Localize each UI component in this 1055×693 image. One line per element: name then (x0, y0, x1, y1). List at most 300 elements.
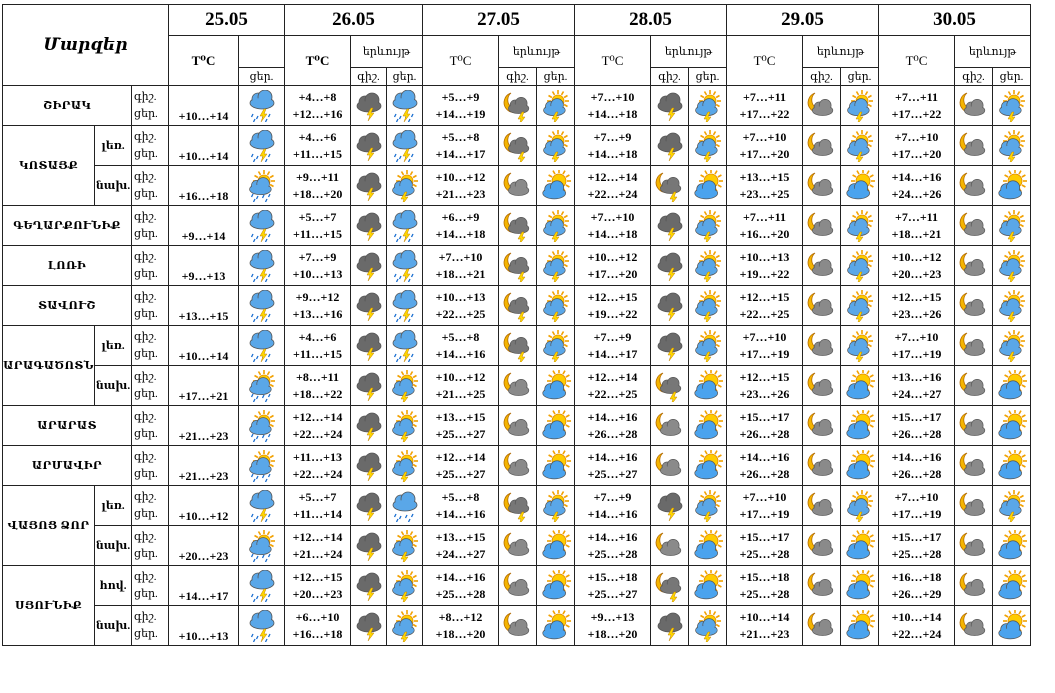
night-temp: +5…+7 (298, 489, 337, 504)
day-weather-cell (537, 566, 575, 606)
sun-cloud-thunder-icon (692, 90, 724, 122)
night-temp: +14…+16 (587, 449, 638, 464)
night-label: գիշ. (134, 290, 157, 303)
period-labels (132, 526, 169, 566)
moon-cloud-icon (958, 530, 990, 562)
night-weather-cell (955, 486, 993, 526)
sun-cloud-icon (996, 570, 1028, 602)
temp-range-cell (285, 566, 351, 606)
day-temp: +19…+22 (739, 266, 790, 281)
day-temp: +17…+19 (739, 346, 790, 361)
day-temp: +25…+27 (587, 586, 638, 601)
night-temp: +12…+15 (739, 369, 790, 384)
night-weather-cell (651, 446, 689, 486)
temp-range-cell (575, 526, 651, 566)
weather-column-header: երևույթ (499, 36, 575, 68)
sun-cloud-thunder-icon (540, 210, 572, 242)
night-weather-cell (955, 166, 993, 206)
temp-range-cell (423, 286, 499, 326)
temp-column-header: T⁰C (879, 36, 955, 86)
weather-column-header: երևույթ (803, 36, 879, 68)
night-temp: +7…+9 (593, 329, 632, 344)
temp-range-cell (423, 566, 499, 606)
night-label: գիշ. (134, 450, 157, 463)
night-temp: +10…+13 (739, 249, 790, 264)
moon-cloud-icon (958, 570, 990, 602)
temp-range-cell (423, 406, 499, 446)
region-name: ԱՐԱՐԱՏ (3, 406, 132, 446)
day-temp: +23…+26 (891, 306, 942, 321)
night-temp: +5…+8 (441, 129, 480, 144)
moon-cloud-icon (806, 530, 838, 562)
night-temp: +15…+18 (739, 569, 790, 584)
cloud-thunder-icon (353, 490, 385, 522)
night-weather-cell (955, 246, 993, 286)
sun-cloud-thunder-icon (996, 330, 1028, 362)
day-temp: +26…+28 (891, 466, 942, 481)
region-name: ԼՈՌԻ (3, 246, 132, 286)
sun-cloud-thunder-icon (996, 90, 1028, 122)
temp-range-cell (423, 166, 499, 206)
day-temp: +23…+25 (739, 186, 790, 201)
night-weather-cell (955, 446, 993, 486)
day-weather-cell (537, 526, 575, 566)
temp-range-cell (575, 206, 651, 246)
subregion-name: լեռ. (95, 126, 132, 166)
region-row (3, 446, 1031, 486)
day-weather-cell (537, 286, 575, 326)
moon-cloud-icon (958, 450, 990, 482)
day-temp: +26…+28 (891, 426, 942, 441)
night-temp: +7…+10 (438, 249, 483, 264)
temp-range-cell (575, 406, 651, 446)
night-temp: +15…+17 (739, 409, 790, 424)
cloud-thunder-icon (353, 130, 385, 162)
night-temp: +15…+18 (587, 569, 638, 584)
temp-range-cell (879, 326, 955, 366)
weather-cell (239, 566, 285, 606)
rain-thunder-icon (246, 250, 278, 282)
day-temp: +14…+17 (587, 346, 638, 361)
sun-cloud-icon (540, 410, 572, 442)
night-temp: +14…+16 (435, 569, 486, 584)
sun-cloud-thunder-icon (692, 610, 724, 642)
cloud-thunder-icon (353, 530, 385, 562)
day-temp: +14…+18 (587, 146, 638, 161)
temp-range-cell (285, 486, 351, 526)
night-temp: +7…+11 (742, 209, 786, 224)
day-temp: +26…+29 (891, 586, 942, 601)
night-temp: +9…+13 (590, 609, 635, 624)
night-temp: +10…+13 (435, 289, 486, 304)
temp-column-header: T⁰C (423, 36, 499, 86)
day-label: ցեր. (134, 627, 158, 640)
day-weather-cell (841, 446, 879, 486)
sun-cloud-thunder-icon (844, 250, 876, 282)
region-name: ՍՅՈՒՆԻՔ (3, 566, 95, 646)
night-temp: +7…+10 (742, 489, 787, 504)
day-temp: +26…+28 (587, 426, 638, 441)
moon-cloud-thunder-icon (654, 170, 686, 202)
moon-cloud-icon (806, 130, 838, 162)
moon-cloud-icon (502, 170, 534, 202)
sun-cloud-icon (996, 410, 1028, 442)
moon-cloud-icon (654, 530, 686, 562)
day-temp: +17…+21 (169, 366, 239, 406)
night-label: գիշ. (134, 570, 157, 583)
night-temp: +12…+14 (292, 409, 343, 424)
day-weather-cell (689, 326, 727, 366)
day-weather-cell (689, 566, 727, 606)
sun-cloud-icon (996, 170, 1028, 202)
night-weather-cell (351, 166, 387, 206)
temp-range-cell (285, 166, 351, 206)
night-temp: +4…+8 (298, 89, 337, 104)
day-temp: +14…+16 (435, 506, 486, 521)
rain-thunder-icon (389, 130, 421, 162)
sun-cloud-icon (540, 370, 572, 402)
region-row (3, 126, 1031, 166)
day-temp: +14…+16 (587, 506, 638, 521)
period-labels (132, 166, 169, 206)
night-weather-cell (651, 126, 689, 166)
temp-range-cell (727, 166, 803, 206)
day-weather-cell (689, 286, 727, 326)
temp-range-cell (879, 566, 955, 606)
night-temp: +13…+15 (435, 409, 486, 424)
moon-cloud-icon (806, 90, 838, 122)
day-weather-cell (689, 446, 727, 486)
day-temp: +14…+18 (435, 226, 486, 241)
night-temp: +5…+7 (298, 209, 337, 224)
day-weather-cell (841, 406, 879, 446)
night-temp: +11…+13 (292, 449, 342, 464)
moon-cloud-icon (806, 290, 838, 322)
sun-cloud-icon (540, 450, 572, 482)
sun-cloud-icon (996, 450, 1028, 482)
night-weather-cell (803, 206, 841, 246)
sun-cloud-rain-icon (246, 530, 278, 562)
weather-cell (239, 526, 285, 566)
day-weather-cell (387, 366, 423, 406)
moon-cloud-icon (502, 610, 534, 642)
day-weather-cell (841, 606, 879, 646)
day-temp: +22…+24 (292, 466, 343, 481)
night-weather-cell (803, 286, 841, 326)
day-temp: +22…+25 (739, 306, 790, 321)
night-temp: +9…+12 (295, 289, 340, 304)
night-label: գիշ. (134, 490, 157, 503)
night-weather-cell (955, 326, 993, 366)
night-weather-cell (955, 566, 993, 606)
day-temp: +21…+23 (169, 446, 239, 486)
night-subheader: գիշ. (499, 68, 537, 86)
day-temp: +10…+14 (169, 86, 239, 126)
night-weather-cell (651, 86, 689, 126)
day-weather-cell (841, 206, 879, 246)
day-temp: +25…+28 (891, 546, 942, 561)
day-label: ցեր. (134, 227, 158, 240)
night-label: գիշ. (134, 90, 157, 103)
night-label: գիշ. (134, 170, 157, 183)
sun-cloud-icon (996, 610, 1028, 642)
subregion-name: նախ. (95, 166, 132, 206)
moon-cloud-icon (806, 490, 838, 522)
night-temp: +10…+12 (587, 249, 638, 264)
day-temp: +17…+20 (587, 266, 638, 281)
night-weather-cell (351, 286, 387, 326)
day-temp: +10…+13 (169, 606, 239, 646)
temp-range-cell (727, 486, 803, 526)
day-temp: +17…+20 (739, 146, 790, 161)
sun-cloud-thunder-icon (844, 490, 876, 522)
sun-cloud-thunder-icon (389, 170, 421, 202)
day-weather-cell (841, 366, 879, 406)
cloud-thunder-icon (654, 130, 686, 162)
day-weather-cell (537, 246, 575, 286)
region-row (3, 406, 1031, 446)
day-weather-cell (993, 86, 1031, 126)
night-weather-cell (351, 606, 387, 646)
day-weather-cell (841, 86, 879, 126)
night-temp: +12…+14 (587, 369, 638, 384)
day-weather-cell (537, 606, 575, 646)
moon-cloud-icon (958, 250, 990, 282)
day-weather-cell (387, 326, 423, 366)
temp-range-cell (879, 206, 955, 246)
night-temp: +7…+9 (298, 249, 337, 264)
temp-range-cell (727, 206, 803, 246)
weather-cell (239, 166, 285, 206)
temp-range-cell (879, 406, 955, 446)
day-subheader: ցեր. (239, 68, 285, 86)
sun-cloud-thunder-icon (844, 210, 876, 242)
sun-cloud-icon (844, 570, 876, 602)
day-temp: +25…+27 (587, 466, 638, 481)
night-weather-cell (351, 406, 387, 446)
day-label: ցեր. (134, 427, 158, 440)
region-row (3, 86, 1031, 126)
day-weather-cell (537, 166, 575, 206)
day-weather-cell (537, 326, 575, 366)
weather-cell (239, 246, 285, 286)
temp-column-header: T⁰C (727, 36, 803, 86)
night-temp: +9…+11 (295, 169, 339, 184)
day-temp: +16…+18 (292, 626, 343, 641)
weather-cell (239, 406, 285, 446)
moon-cloud-icon (806, 570, 838, 602)
rain-thunder-icon (246, 490, 278, 522)
day-temp: +16…+20 (739, 226, 790, 241)
day-temp: +25…+28 (739, 546, 790, 561)
weather-cell (239, 326, 285, 366)
forecast-table (2, 4, 1031, 646)
day-weather-cell (689, 486, 727, 526)
temp-range-cell (727, 366, 803, 406)
weather-cell (239, 486, 285, 526)
night-weather-cell (351, 126, 387, 166)
temp-range-cell (727, 86, 803, 126)
night-temp: +14…+16 (739, 449, 790, 464)
day-temp: +20…+23 (169, 526, 239, 566)
moon-cloud-icon (502, 530, 534, 562)
day-label: ցեր. (134, 107, 158, 120)
night-weather-cell (499, 166, 537, 206)
night-subheader: գիշ. (803, 68, 841, 86)
rain-thunder-icon (246, 210, 278, 242)
night-weather-cell (803, 126, 841, 166)
night-label: գիշ. (134, 130, 157, 143)
region-row (3, 366, 1031, 406)
sun-cloud-icon (692, 450, 724, 482)
night-temp: +16…+18 (891, 569, 942, 584)
temp-range-cell (727, 526, 803, 566)
day-weather-cell (993, 286, 1031, 326)
temp-range-cell (285, 446, 351, 486)
region-name: ՎԱՅՈՑ ՁՈՐ (3, 486, 95, 566)
sun-cloud-icon (540, 610, 572, 642)
sun-cloud-thunder-icon (996, 490, 1028, 522)
sun-cloud-thunder-icon (692, 290, 724, 322)
cloud-thunder-icon (654, 90, 686, 122)
day-weather-cell (387, 446, 423, 486)
temp-range-cell (423, 246, 499, 286)
day-temp: +24…+27 (891, 386, 942, 401)
night-weather-cell (803, 606, 841, 646)
night-temp: +15…+17 (739, 529, 790, 544)
day-label: ցեր. (134, 147, 158, 160)
night-weather-cell (499, 206, 537, 246)
day-temp: +16…+18 (169, 166, 239, 206)
rain-thunder-icon (389, 250, 421, 282)
moon-cloud-icon (806, 610, 838, 642)
day-temp: +10…+12 (169, 486, 239, 526)
night-weather-cell (651, 246, 689, 286)
night-temp: +7…+10 (742, 329, 787, 344)
night-temp: +14…+16 (891, 169, 942, 184)
cloud-thunder-icon (353, 170, 385, 202)
day-weather-cell (993, 406, 1031, 446)
region-row (3, 286, 1031, 326)
cloud-thunder-icon (654, 490, 686, 522)
day-weather-cell (537, 86, 575, 126)
moon-cloud-thunder-icon (502, 290, 534, 322)
day-temp: +26…+28 (739, 466, 790, 481)
day-temp: +24…+26 (891, 186, 942, 201)
weather-column-header: երևույթ (351, 36, 423, 68)
day-temp: +18…+20 (292, 186, 343, 201)
night-weather-cell (499, 566, 537, 606)
period-labels (132, 406, 169, 446)
night-weather-cell (499, 526, 537, 566)
moon-cloud-thunder-icon (502, 250, 534, 282)
period-labels (132, 566, 169, 606)
date-header: 26.05 (285, 5, 423, 36)
day-label: ցեր. (134, 267, 158, 280)
night-temp: +7…+11 (894, 209, 938, 224)
night-weather-cell (803, 366, 841, 406)
region-name: ՏԱՎՈՒՇ (3, 286, 132, 326)
weather-column-header (239, 36, 285, 68)
sun-cloud-icon (692, 570, 724, 602)
moon-cloud-icon (958, 410, 990, 442)
night-temp: +5…+9 (441, 89, 480, 104)
rain-thunder-icon (246, 90, 278, 122)
night-temp: +7…+10 (590, 89, 635, 104)
day-weather-cell (841, 246, 879, 286)
day-temp: +14…+18 (587, 226, 638, 241)
day-temp: +17…+22 (891, 106, 942, 121)
night-weather-cell (803, 486, 841, 526)
day-weather-cell (689, 126, 727, 166)
temp-range-cell (727, 246, 803, 286)
moon-cloud-icon (806, 410, 838, 442)
day-temp: +10…+14 (169, 326, 239, 366)
day-subheader: ցեր. (387, 68, 423, 86)
weather-cell (239, 126, 285, 166)
sun-cloud-icon (692, 170, 724, 202)
day-weather-cell (689, 86, 727, 126)
moon-cloud-icon (958, 170, 990, 202)
day-weather-cell (993, 366, 1031, 406)
day-temp: +14…+19 (435, 106, 486, 121)
night-weather-cell (955, 366, 993, 406)
sun-cloud-icon (844, 530, 876, 562)
sun-cloud-rain-icon (246, 410, 278, 442)
night-weather-cell (351, 86, 387, 126)
moon-cloud-icon (502, 450, 534, 482)
subregion-name: լեռ. (95, 486, 132, 526)
rain-thunder-icon (389, 330, 421, 362)
night-weather-cell (803, 246, 841, 286)
night-temp: +14…+16 (891, 449, 942, 464)
sun-cloud-thunder-icon (996, 250, 1028, 282)
night-temp: +13…+15 (435, 529, 486, 544)
cloud-thunder-icon (353, 290, 385, 322)
day-weather-cell (387, 406, 423, 446)
region-row (3, 486, 1031, 526)
period-labels (132, 486, 169, 526)
day-temp: +26…+28 (739, 426, 790, 441)
day-label: ցեր. (134, 507, 158, 520)
temp-range-cell (575, 326, 651, 366)
night-temp: +6…+10 (295, 609, 340, 624)
sun-cloud-thunder-icon (540, 330, 572, 362)
day-temp: +20…+23 (891, 266, 942, 281)
period-labels (132, 126, 169, 166)
sun-cloud-rain-icon (246, 450, 278, 482)
night-weather-cell (499, 326, 537, 366)
sun-cloud-thunder-icon (996, 210, 1028, 242)
night-weather-cell (651, 406, 689, 446)
night-weather-cell (651, 166, 689, 206)
day-temp: +21…+24 (292, 546, 343, 561)
night-weather-cell (651, 286, 689, 326)
night-weather-cell (499, 606, 537, 646)
temp-range-cell (285, 286, 351, 326)
night-temp: +10…+12 (891, 249, 942, 264)
weather-cell (239, 286, 285, 326)
night-subheader: գիշ. (955, 68, 993, 86)
sun-cloud-thunder-icon (692, 130, 724, 162)
sun-cloud-thunder-icon (389, 530, 421, 562)
sun-cloud-icon (692, 410, 724, 442)
temp-column-header: T⁰C (169, 36, 239, 86)
cloud-thunder-icon (353, 450, 385, 482)
cloud-thunder-icon (654, 610, 686, 642)
day-weather-cell (841, 166, 879, 206)
period-labels (132, 446, 169, 486)
